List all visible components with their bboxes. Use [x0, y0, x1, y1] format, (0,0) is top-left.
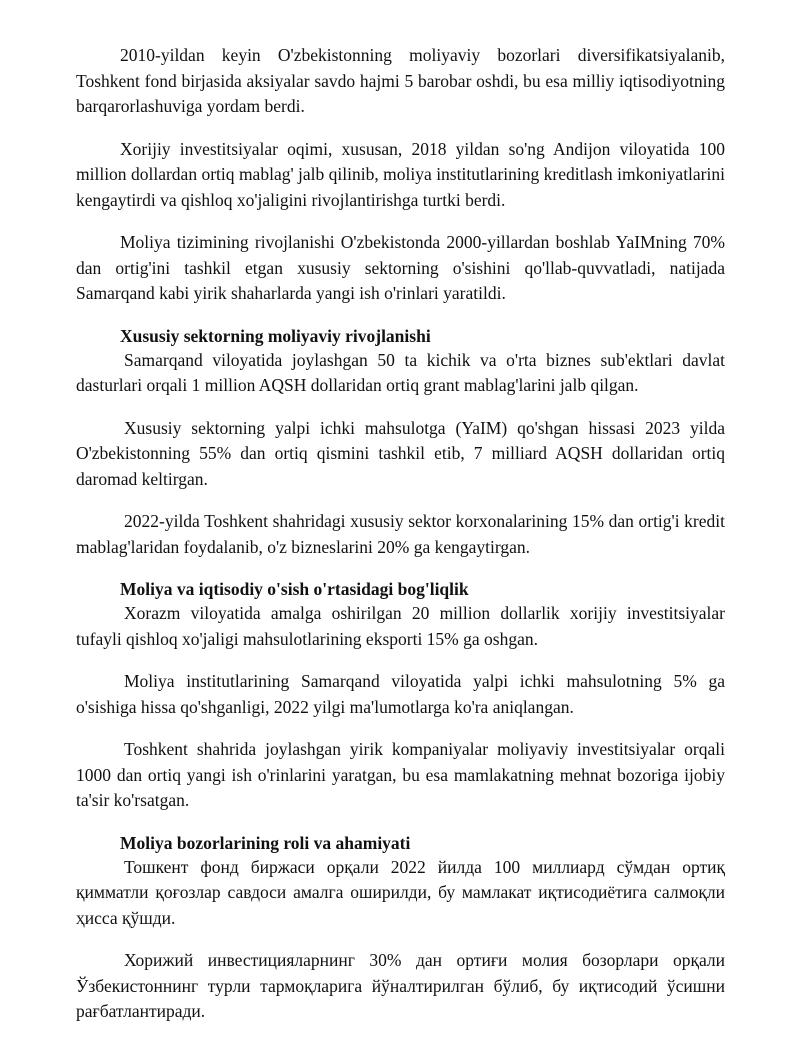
section-3-paragraph-1: Тошкент фонд биржаси орқали 2022 йилда 100 миллиард сўмдан ортиқ қимматли қоғозлар савдоси амалга оширилди, бу мамлакат иқтисодиётига салмоқли ҳисса қўшди.	[76, 856, 725, 928]
section-1-paragraph-2: Xususiy sektorning yalpi ichki mahsulotga (YaIM) qo'shgan hissasi 2023 yilda O'zbekistonning 55% dan ortiq qismini tashkil etib, 7 milliard AQSH dollaridan ortiq daromad keltirgan.	[76, 417, 725, 489]
section-heading-finance-growth: Moliya va iqtisodiy o'sish o'rtasidagi bog'liqlik	[120, 579, 469, 599]
section-2-paragraph-1: Xorazm viloyatida amalga oshirilgan 20 million dollarlik xorijiy investitsiyalar tufayli qishloq xo'jaligi mahsulotlarining eksporti 15% ga oshgan.	[76, 603, 725, 649]
intro-paragraph-3: Moliya tizimining rivojlanishi O'zbekistonda 2000-yillardan boshlab YaIMning 70% dan ortig'ini tashkil etgan xususiy sektorning o'sishini qo'llab-quvvatladi, natijada Samarqand kabi yirik shaharlarda yangi ish o'rinlari yaratildi.	[76, 232, 725, 303]
document-page	[76, 43, 725, 1042]
section-1-paragraph-3: 2022-yilda Toshkent shahridagi xususiy sektor korxonalarining 15% dan ortig'i kredit mablag'laridan foydalanib, o'z bizneslarini 20% ga kengaytirgan.	[76, 511, 725, 557]
section-2-paragraph-2: Moliya institutlarining Samarqand viloyatida yalpi ichki mahsulotning 5% ga o'sishiga hissa qo'shganligi, 2022 yilgi ma'lumotlarga ko'ra aniqlangan.	[76, 671, 725, 717]
section-1-paragraph-1: Samarqand viloyatida joylashgan 50 ta kichik va o'rta biznes sub'ektlari davlat dasturlari orqali 1 million AQSH dollaridan ortiq grant mablag'larini jalb qilgan.	[76, 349, 725, 395]
section-heading-private-sector: Xususiy sektorning moliyaviy rivojlanishi	[120, 325, 431, 346]
intro-paragraph-1: 2010-yildan keyin O'zbekistonning moliyaviy bozorlari diversifikatsiyalanib, Toshkent fond birjasida aksiyalar savdo hajmi 5 barobar oshdi, bu esa milliy iqtisodiyotning barqarorlashuviga yordam berdi.	[76, 45, 725, 116]
section-3-paragraph-2: Хорижий инвестицияларнинг 30% дан ортиғи молия бозорлари орқали Ўзбекистоннинг турли тармоқларига йўналтирилган бўлиб, бу иқтисодий ўсишни рағбатлантиради.	[76, 950, 725, 1021]
section-heading-financial-markets: Moliya bozorlarining roli va ahamiyati	[120, 832, 411, 853]
intro-paragraph-2: Xorijiy investitsiyalar oqimi, xususan, 2018 yildan so'ng Andijon viloyatida 100 million dollardan ortiq mablag' jalb qilinib, moliya institutlarining kreditlash imkoniyatlarini kengaytirdi va qishloq xo'jaligini rivojlantirishga turtki berdi.	[76, 138, 725, 210]
section-2-paragraph-3: Toshkent shahrida joylashgan yirik kompaniyalar moliyaviy investitsiyalar orqali 1000 dan ortiq yangi ish o'rinlarini yaratgan, bu esa mamlakatning mehnat bozoriga ijobiy ta'sir ko'rsatgan.	[76, 739, 725, 810]
